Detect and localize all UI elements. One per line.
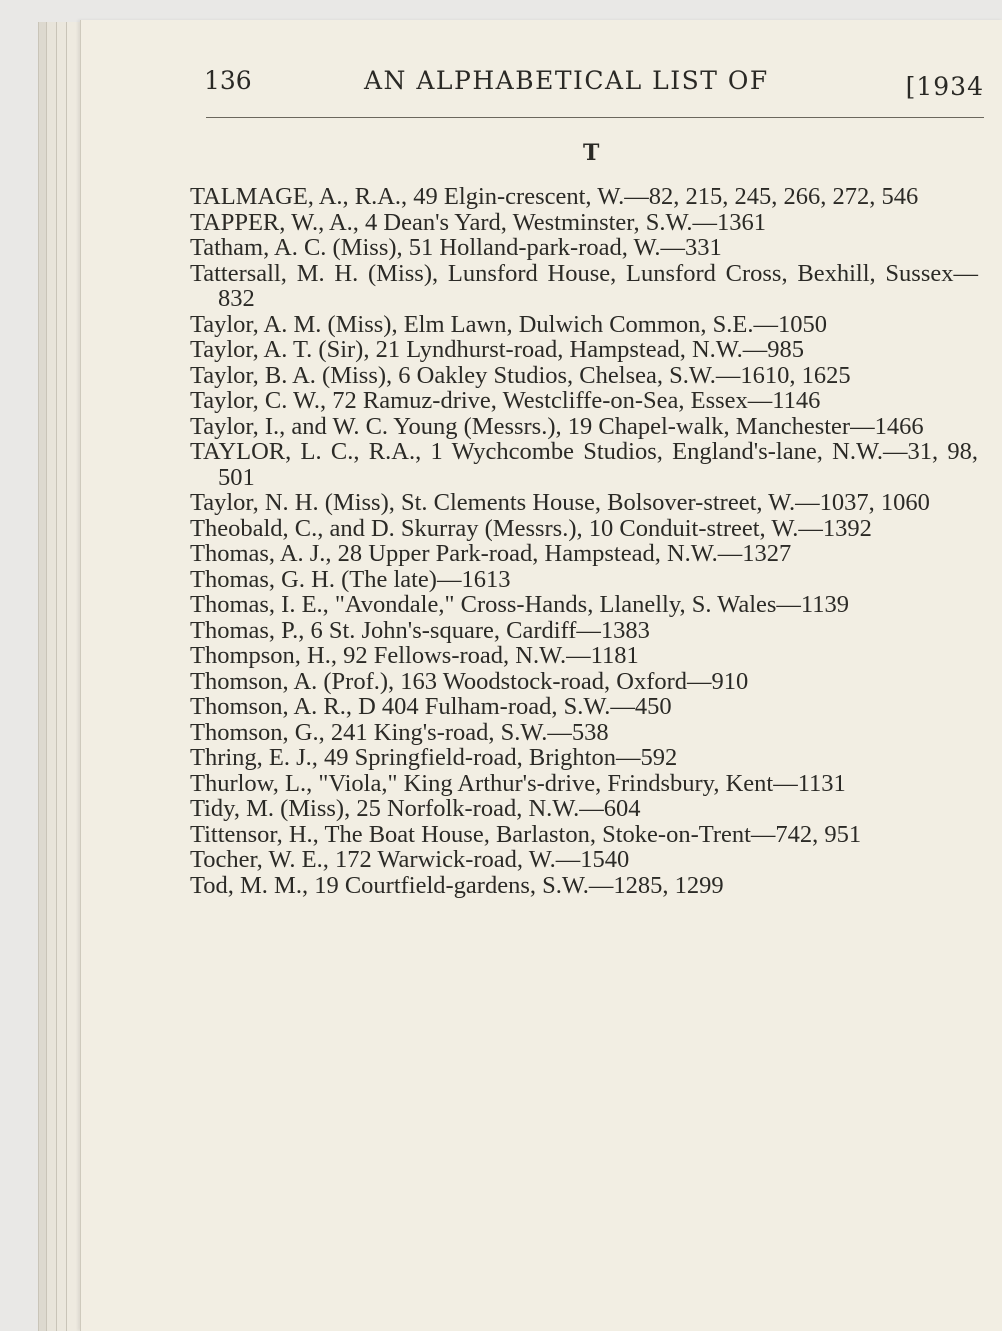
list-entry: Thomson, G., 241 King's-road, S.W.—538 (190, 718, 609, 746)
section-letter: T (583, 140, 600, 166)
list-entry: Thring, E. J., 49 Springfield-road, Brighton—592 (190, 744, 678, 771)
list-entry: Thomas, A. J., 28 Upper Park-road, Hampstead, N.W.—1327 (190, 540, 792, 567)
running-title: AN ALPHABETICAL LIST OF (364, 66, 769, 95)
list-entry: Thompson, H., 92 Fellows-road, N.W.—1181 (190, 642, 639, 669)
running-year: [1934 (905, 72, 984, 101)
entry-list (190, 184, 978, 898)
list-entry: Tattersall, M. H. (Miss), Lunsford House, Lunsford Cross, Bexhill, Sussex—832 (190, 259, 978, 312)
list-entry: Thomson, A. (Prof.), 163 Woodstock-road, Oxford—910 (190, 667, 749, 695)
list-entry: Thomas, G. H. (The late)—1613 (190, 565, 511, 593)
list-entry: Taylor, I., and W. C. Young (Messrs.), 19 Chapel-walk, Manchester—1466 (190, 412, 924, 440)
page-number: 136 (204, 66, 252, 95)
list-entry: Thomson, A. R., D 404 Fulham-road, S.W.—450 (190, 693, 672, 720)
list-entry: TAPPER, W., A., 4 Dean's Yard, Westminster, S.W.—1361 (190, 208, 766, 236)
list-entry: Tocher, W. E., 172 Warwick-road, W.—1540 (190, 846, 630, 873)
list-entry: Thomas, P., 6 St. John's-square, Cardiff—1383 (190, 616, 650, 644)
header-rule (206, 117, 984, 118)
list-entry: Thurlow, L., "Viola," King Arthur's-drive, Frindsbury, Kent—1131 (190, 769, 846, 797)
list-entry: TALMAGE, A., R.A., 49 Elgin-crescent, W.—82, 215, 245, 266, 272, 546 (190, 183, 919, 210)
list-entry: Taylor, C. W., 72 Ramuz-drive, Westcliffe-on-Sea, Essex—1146 (190, 387, 821, 414)
list-entry: Tod, M. M., 19 Courtfield-gardens, S.W.—1285, 1299 (190, 871, 724, 899)
list-entry: Taylor, B. A. (Miss), 6 Oakley Studios, Chelsea, S.W.—1610, 1625 (190, 361, 851, 389)
list-entry: Tittensor, H., The Boat House, Barlaston, Stoke-on-Trent—742, 951 (190, 820, 862, 848)
list-entry: Taylor, N. H. (Miss), St. Clements House, Bolsover-street, W.—1037, 1060 (190, 489, 930, 516)
list-entry: TAYLOR, L. C., R.A., 1 Wychcombe Studios, England's-lane, N.W.—31, 98, 501 (190, 438, 978, 491)
list-entry: Taylor, A. T. (Sir), 21 Lyndhurst-road, Hampstead, N.W.—985 (190, 336, 805, 363)
list-entry: Taylor, A. M. (Miss), Elm Lawn, Dulwich Common, S.E.—1050 (190, 310, 827, 338)
list-entry: Thomas, I. E., "Avondale," Cross-Hands, Llanelly, S. Wales—1139 (190, 591, 850, 618)
running-header (204, 62, 984, 102)
list-entry: Tatham, A. C. (Miss), 51 Holland-park-road, W.—331 (190, 234, 722, 261)
list-entry: Theobald, C., and D. Skurray (Messrs.), 10 Conduit-street, W.—1392 (190, 514, 872, 542)
list-entry: Tidy, M. (Miss), 25 Norfolk-road, N.W.—604 (190, 795, 641, 822)
